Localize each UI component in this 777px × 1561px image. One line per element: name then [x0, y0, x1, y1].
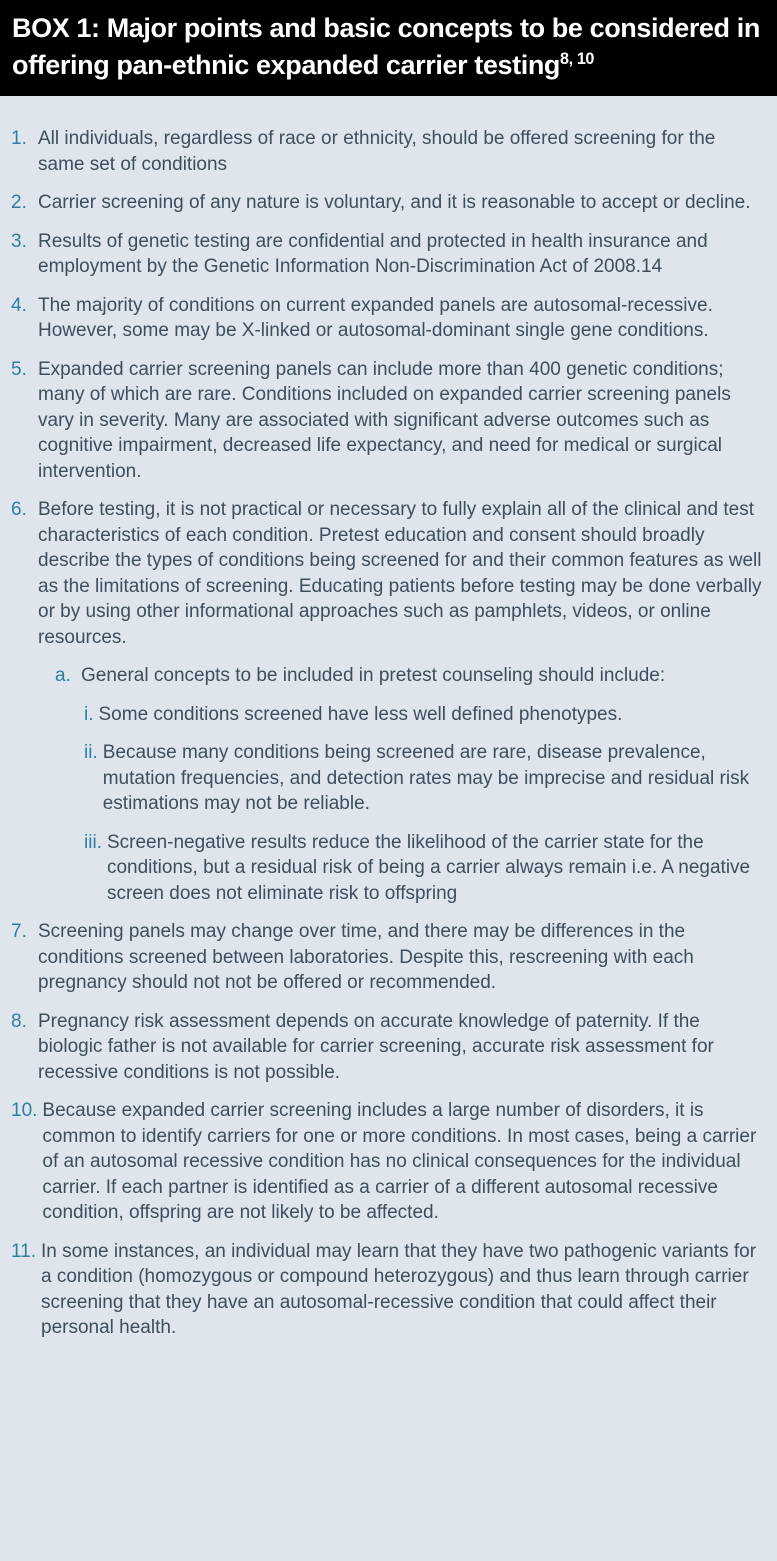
- list-item-marker: 10.: [11, 1100, 38, 1121]
- list-item: [11, 293, 763, 344]
- list-item-text: Carrier screening of any nature is voluntary, and it is reasonable to accept or decline.: [38, 192, 751, 213]
- list-item-marker: 11.: [11, 1240, 37, 1262]
- list-item-text: Because many conditions being screened are rare, disease prevalence, mutation frequencies, and detection rates may be imprecise and residual risk estimations may not be reliable.: [102, 742, 750, 814]
- list-item-text: All individuals, regardless of race or ethnicity, should be offered screening for the same set of conditions: [38, 128, 716, 175]
- list-item: [11, 1009, 763, 1086]
- list-item-text: General concepts to be included in pretest counseling should include:: [81, 665, 666, 686]
- list-item: [11, 919, 763, 996]
- list-item: [11, 357, 763, 485]
- list-item: [11, 663, 763, 689]
- list-item: [11, 1098, 763, 1226]
- list-item-marker: 3.: [11, 230, 27, 252]
- box-header: [0, 0, 777, 96]
- list-item-text: Screening panels may change over time, and there may be differences in the conditions screened between laboratories. Despite this, rescreening with each pregnancy should not not be offered or recommended.: [38, 921, 694, 993]
- list-item-marker: 2.: [11, 192, 27, 213]
- list-item-marker: a.: [55, 665, 71, 686]
- box-body: [0, 96, 777, 1376]
- list-item-text: Screen-negative results reduce the likelihood of the carrier state for the conditions, but a residual risk of being a carrier always remain i.e. A negative screen does not eliminate risk to offspring: [106, 831, 751, 904]
- list-item: [11, 229, 763, 280]
- list-item-marker: 8.: [11, 1010, 27, 1032]
- list-item-text: Expanded carrier screening panels can include more than 400 genetic conditions; many of which are rare. Conditions included on expanded carrier screening panels vary in severity. Many are associated with significant adverse outcomes such as cognitive impairment, decreased life expectancy, and need for medical or surgical intervention.: [38, 358, 731, 482]
- list-item-text: Some conditions screened have less well defined phenotypes.: [98, 703, 623, 725]
- list-item-text: In some instances, an individual may learn that they have two pathogenic variants for a condition (homozygous or compound heterozygous) and thus learn through carrier screening that they have an autosomal-recessive condition that could affect their personal health.: [41, 1240, 757, 1338]
- list-item-marker: i.: [84, 703, 94, 725]
- list-item: [11, 497, 763, 650]
- box-title: BOX 1: Major points and basic concepts to be considered in offering pan-ethnic expanded carrier testing: [12, 13, 760, 80]
- list-item-marker: 7.: [11, 921, 27, 942]
- list-item: [11, 830, 763, 907]
- list-item-text: The majority of conditions on current expanded panels are autosomal-recessive. However, some may be X-linked or autosomal-dominant single gene conditions.: [38, 294, 713, 341]
- list-item: [11, 190, 763, 216]
- list-item: [11, 702, 763, 728]
- list-item: [11, 740, 763, 817]
- list-item-marker: ii.: [84, 742, 98, 763]
- list-item-text: Before testing, it is not practical or necessary to fully explain all of the clinical and test characteristics of each condition. Pretest education and consent should broadly describe the types of conditions being screened for and their common features as well as the limitations of screening. Educating patients before testing may be done verbally or by using other informational approaches such as pamphlets, videos, or online resources.: [38, 499, 762, 648]
- list-item: [11, 1239, 763, 1341]
- box-title-superscript: 8, 10: [560, 50, 595, 68]
- list-item-marker: 5.: [11, 358, 27, 380]
- list-item-marker: 6.: [11, 499, 27, 520]
- list-item-marker: iii.: [84, 831, 102, 853]
- list-item-marker: 1.: [11, 128, 27, 149]
- list-item-text: Pregnancy risk assessment depends on accurate knowledge of paternity. If the biologic father is not available for carrier screening, accurate risk assessment for recessive conditions is not possible.: [38, 1010, 714, 1083]
- list-item-marker: 4.: [11, 294, 27, 316]
- list-item: [11, 126, 763, 177]
- list-item-text: Results of genetic testing are confidential and protected in health insurance and employment by the Genetic Information Non-Discrimination Act of 2008.14: [38, 230, 708, 277]
- list-item-text: Because expanded carrier screening includes a large number of disorders, it is common to identify carriers for one or more conditions. In most cases, being a carrier of an autosomal recessive condition has no clinical consequences for the individual carrier. If each partner is identified as a carrier of a different autosomal recessive condition, offspring are not likely to be affected.: [42, 1100, 757, 1223]
